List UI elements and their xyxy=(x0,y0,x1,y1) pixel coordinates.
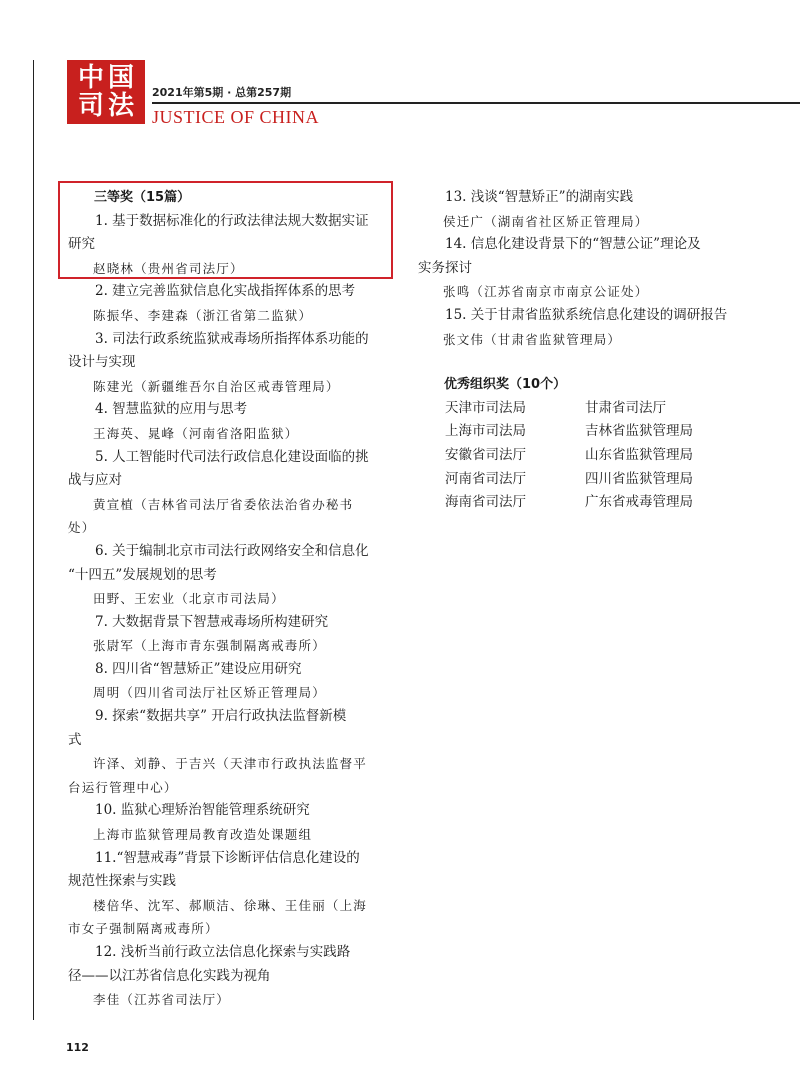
entry-5-title: 5. 人工智能时代司法行政信息化建设面临的挑 xyxy=(95,448,369,465)
entry-11-author: 楼倍华、沈军、郝顺洁、徐琳、王佳丽（上海 xyxy=(93,897,368,913)
logo-char-4: 法 xyxy=(107,91,134,121)
entry-2-title: 2. 建立完善监狱信息化实战指挥体系的思考 xyxy=(95,283,356,300)
third-prize-heading: 三等奖（15篇） xyxy=(94,190,191,205)
entry-9-author-cont: 台运行管理中心） xyxy=(68,779,178,795)
entry-5-author: 黄宣植（吉林省司法厅省委依法治省办秘书 xyxy=(93,496,354,512)
entry-10-author: 上海市监狱管理局教育改造处课题组 xyxy=(93,827,313,843)
entry-1-title-cont: 研究 xyxy=(68,236,95,253)
entry-8-author: 周明（四川省司法厅社区矫正管理局） xyxy=(93,685,326,701)
entry-12-title: 12. 浅析当前行政立法信息化探索与实践路 xyxy=(95,944,351,960)
entry-7-author: 张尉军（上海市青东强制隔离戒毒所） xyxy=(93,638,326,654)
entry-15-author: 张文伟（甘肃省监狱管理局） xyxy=(443,331,622,347)
entry-9-author: 许泽、刘静、于吉兴（天津市行政执法监督平 xyxy=(93,756,368,772)
journal-brand: JUSTICE OF CHINA xyxy=(152,107,320,127)
org-item: 甘肃省司法厅 xyxy=(585,399,666,416)
entry-4-author: 王海英、晁峰（河南省洛阳监狱） xyxy=(93,425,299,441)
entry-6-title-cont: “十四五”发展规划的思考 xyxy=(68,566,217,583)
organization-list xyxy=(418,397,763,515)
entry-12-author: 李佳（江苏省司法厅） xyxy=(93,992,231,1008)
organization-award-heading: 优秀组织奖（10个） xyxy=(444,377,567,393)
entry-5-author-cont: 处） xyxy=(68,520,96,536)
entry-9-title-cont: 式 xyxy=(68,731,82,748)
entry-12-title-cont: 径——以江苏省信息化实践为视角 xyxy=(68,967,271,984)
org-item: 上海市司法局 xyxy=(445,423,526,440)
left-column xyxy=(68,186,388,1012)
entry-2-author: 陈振华、李建森（浙江省第二监狱） xyxy=(93,307,313,323)
entry-3-title-cont: 设计与实现 xyxy=(68,354,136,371)
entry-11-title-cont: 规范性探索与实践 xyxy=(68,873,176,890)
right-column xyxy=(418,186,763,515)
entry-5-title-cont: 战与应对 xyxy=(68,472,122,489)
entry-7-title: 7. 大数据背景下智慧戒毒场所构建研究 xyxy=(95,613,329,630)
entry-14-title: 14. 信息化建设背景下的“智慧公证”理论及 xyxy=(445,236,701,253)
entry-14-author: 张鸣（江苏省南京市南京公证处） xyxy=(443,284,649,300)
entry-14-title-cont: 实务探讨 xyxy=(418,259,472,276)
left-margin-rule xyxy=(33,60,34,1020)
entry-13-title: 13. 浅谈“智慧矫正”的湖南实践 xyxy=(445,189,634,205)
entry-1-title: 1. 基于数据标准化的行政法律法规大数据实证 xyxy=(95,212,369,229)
entry-13-author: 侯迁广（湖南省社区矫正管理局） xyxy=(443,213,649,229)
org-item: 广东省戒毒管理局 xyxy=(585,494,693,511)
entry-6-author: 田野、王宏业（北京市司法局） xyxy=(93,591,285,607)
entry-15-title: 15. 关于甘肃省监狱系统信息化建设的调研报告 xyxy=(445,306,728,323)
org-item: 山东省监狱管理局 xyxy=(585,446,693,463)
entry-3-author: 陈建光（新疆维吾尔自治区戒毒管理局） xyxy=(93,378,340,394)
org-item: 安徽省司法厅 xyxy=(445,446,526,463)
entry-3-title: 3. 司法行政系统监狱戒毒场所指挥体系功能的 xyxy=(95,330,369,347)
page-number: 112 xyxy=(66,1041,89,1054)
issue-info: 2021年第5期 · 总第257期 xyxy=(152,86,292,99)
journal-logo xyxy=(67,60,145,124)
entry-10-title: 10. 监狱心理矫治智能管理系统研究 xyxy=(95,802,310,819)
entry-1-author: 赵晓林（贵州省司法厅） xyxy=(93,260,244,276)
entry-6-title: 6. 关于编制北京市司法行政网络安全和信息化 xyxy=(95,542,369,559)
header-rule xyxy=(152,102,800,104)
entry-4-title: 4. 智慧监狱的应用与思考 xyxy=(95,401,248,418)
org-item: 海南省司法厅 xyxy=(445,494,526,511)
org-item: 吉林省监狱管理局 xyxy=(585,423,693,440)
org-item: 天津市司法局 xyxy=(445,399,526,416)
org-item: 四川省监狱管理局 xyxy=(585,470,693,487)
entry-11-title: 11.“智慧戒毒”背景下诊断评估信息化建设的 xyxy=(95,849,360,866)
entry-8-title: 8. 四川省“智慧矫正”建设应用研究 xyxy=(95,660,302,677)
entry-11-author-cont: 市女子强制隔离戒毒所） xyxy=(68,921,219,937)
logo-char-1: 中 xyxy=(77,63,104,93)
entry-9-title: 9. 探索“数据共享” 开启行政执法监督新模 xyxy=(95,708,347,725)
org-item: 河南省司法厅 xyxy=(445,470,526,487)
logo-char-3: 司 xyxy=(77,91,104,121)
logo-char-2: 国 xyxy=(107,63,134,93)
